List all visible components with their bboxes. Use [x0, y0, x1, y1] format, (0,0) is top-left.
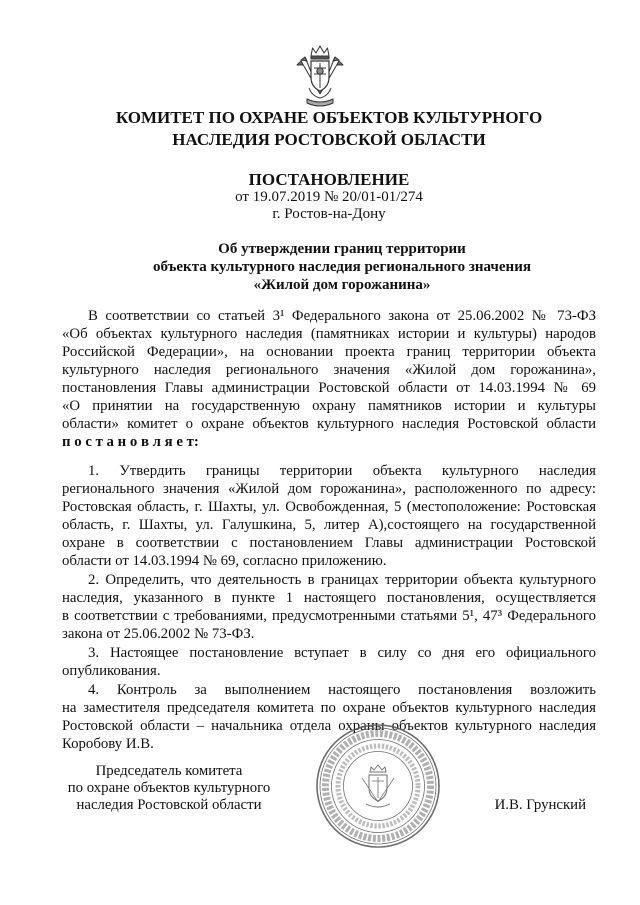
text-line: культурного наследия регионального значения «Жилой дом горожанина», [62, 362, 596, 378]
subject-line: Об утверждении границ территории [218, 241, 466, 257]
subject-line: «Жилой дом горожанина» [253, 277, 431, 293]
signatory-name: И.В. Грунский [494, 797, 586, 813]
organization-name-line: НАСЛЕДИЯ РОСТОВСКОЙ ОБЛАСТИ [172, 130, 486, 149]
resolution-item-1 [62, 462, 596, 570]
text-line: 2. Определить, что деятельность в границах территории объекта культурного [88, 572, 596, 588]
text-line: Российской Федерации», на основании проекта границ территории объекта [62, 344, 596, 360]
issue-place: г. Ростов-на-Дону [272, 206, 386, 222]
text-line: в соответствии с требованиями, предусмотренными статьями 5¹, 47³ Федерального [62, 608, 596, 624]
coat-of-arms-emblem [296, 44, 344, 110]
text-line: охране в соответствии с постановлением Главы администрации Ростовской [62, 535, 596, 551]
resolution-item-3 [62, 644, 596, 680]
text-line: области» комитет о охране объектов культурного наследия Ростовской области [62, 416, 596, 432]
resolution-item-2 [62, 571, 596, 643]
document-meta [62, 189, 596, 223]
signatory-position-line: наследия Ростовской области [76, 797, 262, 813]
text-line: В соответствии со статьей 3¹ Федерального закона от 25.06.2002 № 73-ФЗ [88, 308, 596, 324]
signatory-position-line: по охране объектов культурного [67, 780, 271, 796]
text-line: закона от 25.06.2002 № 73-ФЗ. [62, 626, 255, 642]
organization-name [62, 107, 596, 151]
text-line: области от 14.03.1994 № 69, согласно приложению. [62, 553, 387, 569]
text-line: «О принятии на государственную охрану памятников истории и культуры [62, 398, 596, 414]
document-subject [62, 240, 596, 294]
text-line: на заместителя председателя комитета по охране объектов культурного наследия [62, 700, 596, 716]
official-stamp [314, 722, 442, 850]
text-line: наследия, указанного в пункте 1 настоящего постановления, осуществляется [62, 590, 596, 606]
date-and-number: от 19.07.2019 № 20/01-01/274 [235, 189, 423, 205]
text-line: область, г. Шахты, ул. Галушкина, 5, литер А),состоящего на государственной [62, 517, 596, 533]
text-line: Ростовская область, г. Шахты, ул. Освобожденная, 5 (местоположение: Ростовская [62, 499, 596, 515]
document-type: ПОСТАНОВЛЕНИЕ [248, 170, 410, 189]
signatory-position [62, 763, 276, 814]
text-line: 4. Контроль за выполнением настоящего постановления возложить [88, 682, 596, 698]
preamble-paragraph [62, 307, 596, 451]
text-line: опубликования. [62, 663, 161, 679]
text-line: 3. Настоящее постановление вступает в силу со дня его официального [88, 645, 596, 661]
text-line: 1. Утвердить границы территории объекта культурного наследия [88, 463, 596, 479]
organization-name-line: КОМИТЕТ ПО ОХРАНЕ ОБЪЕКТОВ КУЛЬТУРНОГО [115, 108, 543, 127]
text-line: регионального значения «Жилой дом горожанина», расположенного по адресу: [62, 481, 596, 497]
resolves-word: п о с т а н о в л я е т: [62, 434, 199, 450]
signatory-position-line: Председатель комитета [95, 763, 243, 779]
subject-line: объекта культурного наследия регионального значения [153, 259, 531, 275]
text-line: Ростовской области – начальника отдела охраны объектов культурного наследия [62, 718, 596, 734]
text-line: постановления Главы администрации Ростовской области от 14.03.1994 № 69 [62, 380, 596, 396]
resolution-items [62, 462, 596, 754]
text-line: Коробову И.В. [62, 736, 154, 752]
text-line: «Об объектах культурного наследия (памятниках истории и культуры) народов [62, 326, 596, 342]
